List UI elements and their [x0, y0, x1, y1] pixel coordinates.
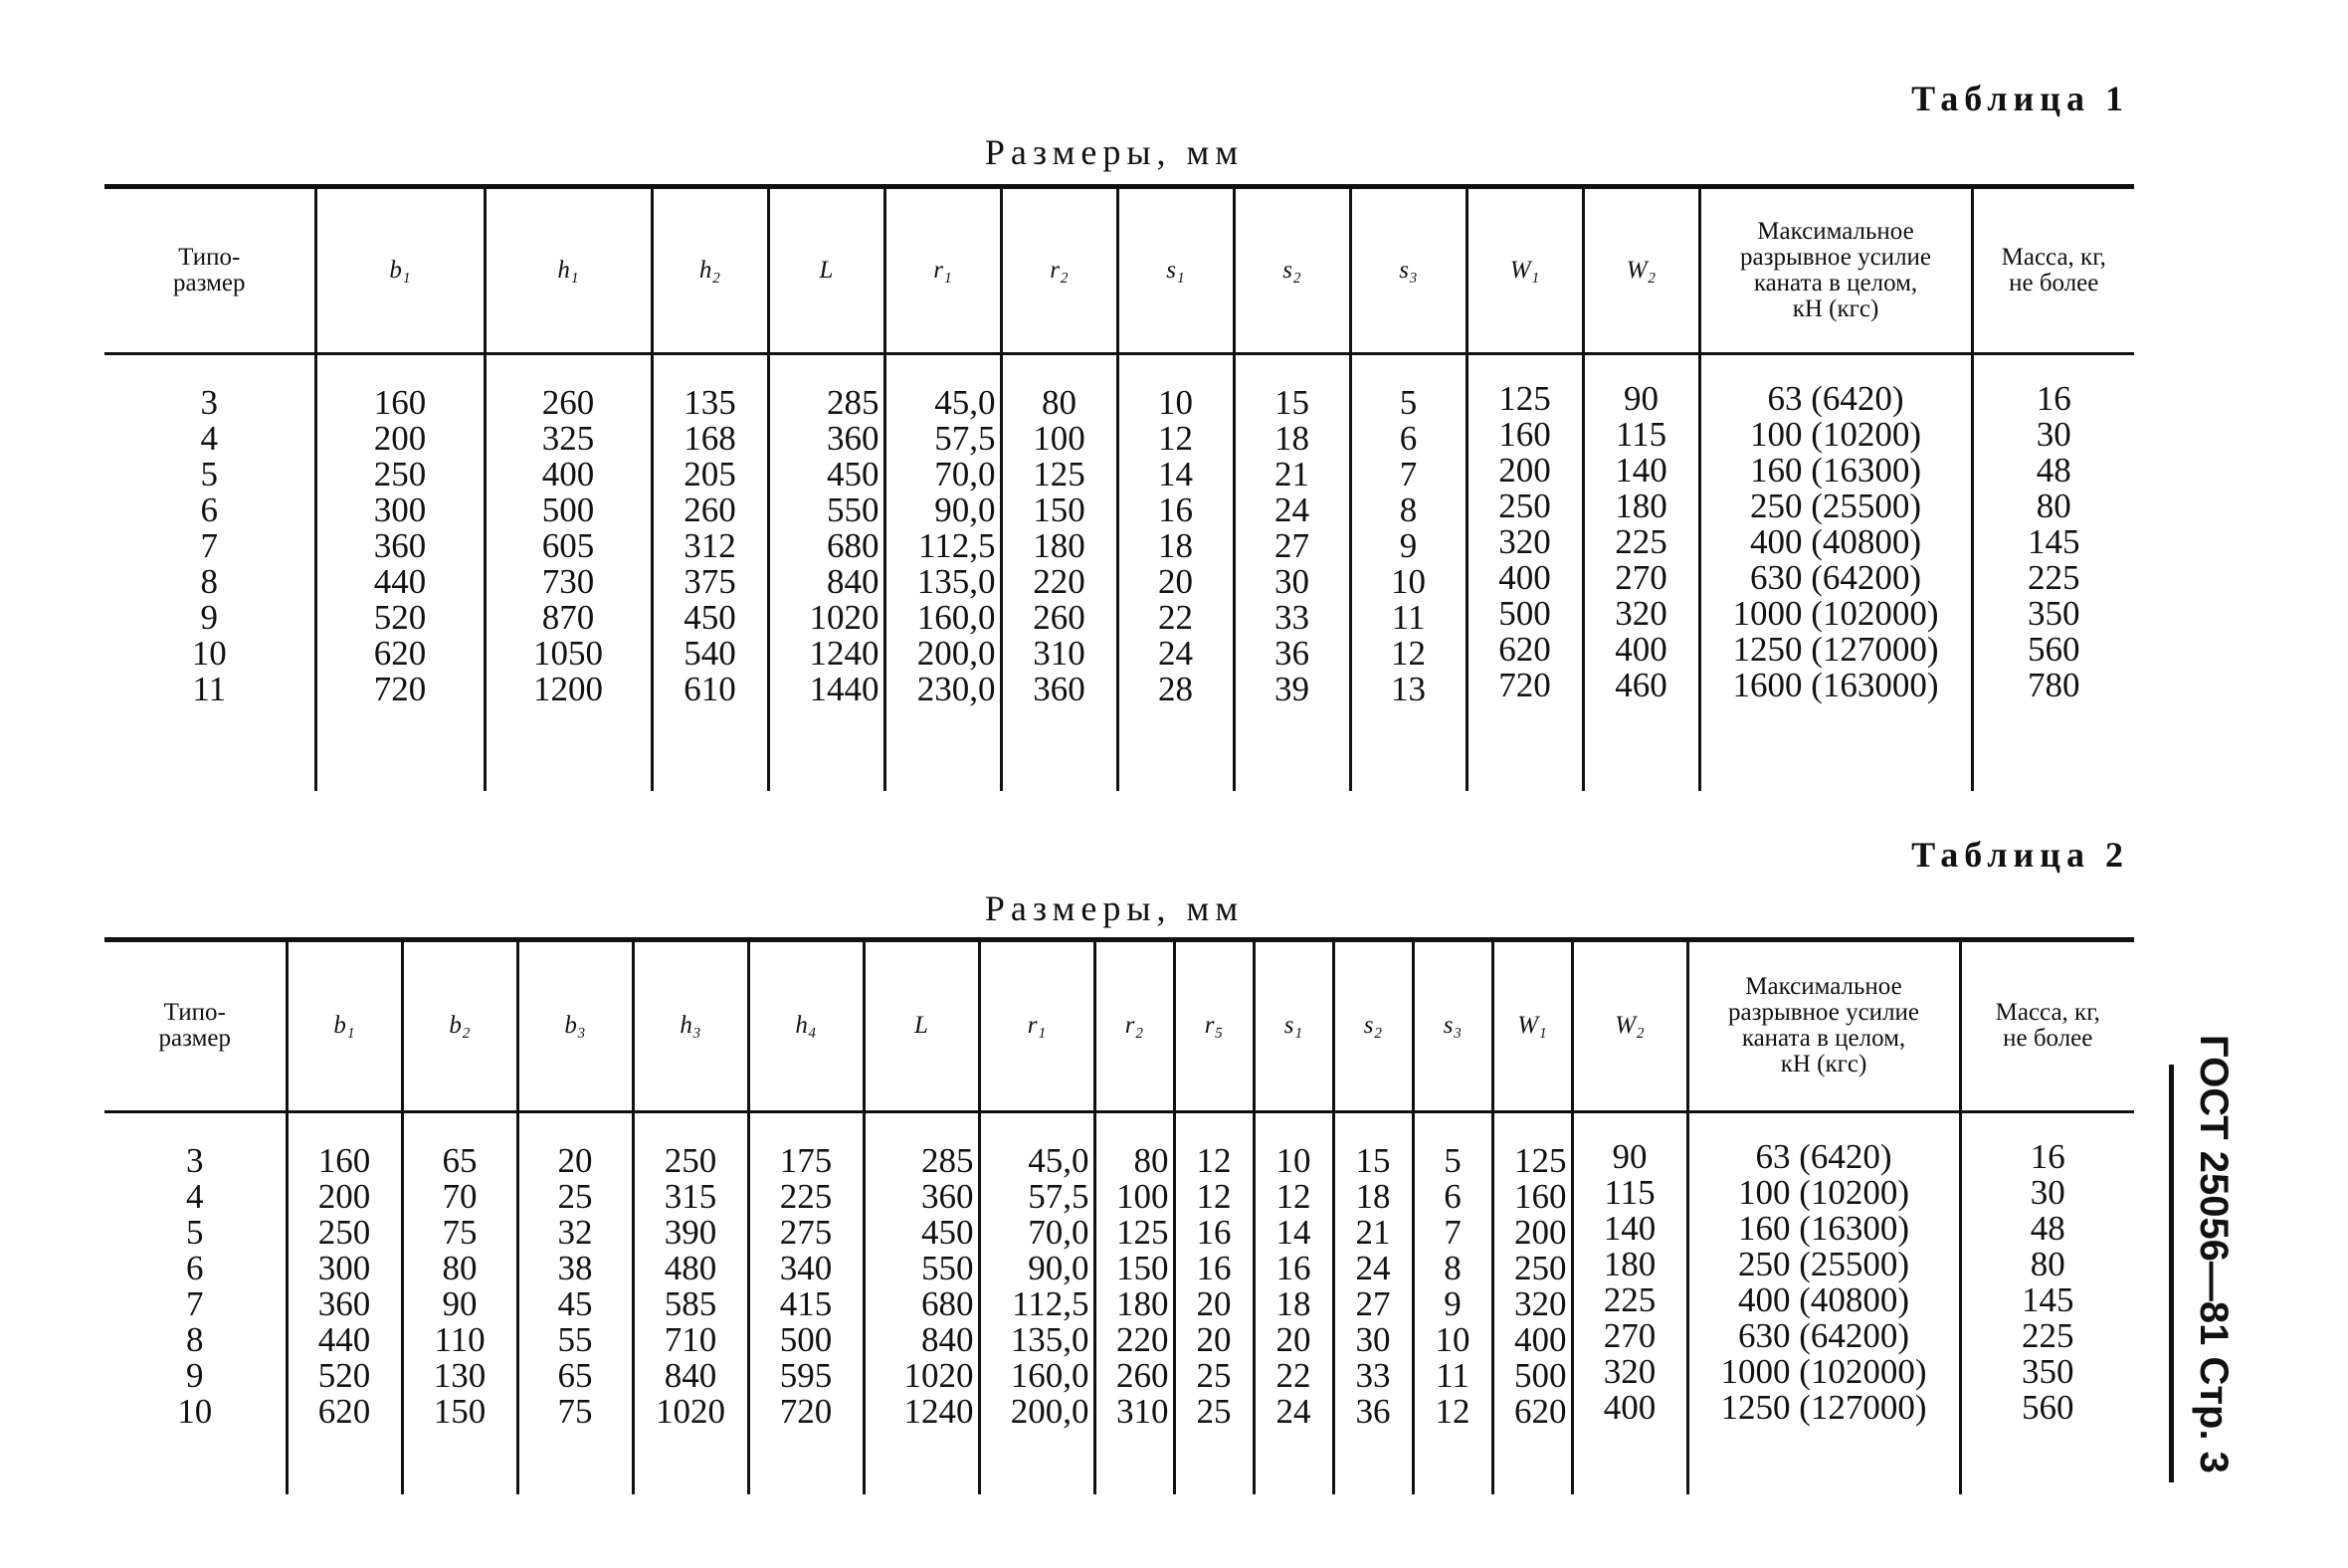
table1-header-r1: r₁	[884, 189, 1001, 353]
table1-header-s1: s₁	[1117, 189, 1234, 353]
table2-header-b1: b₁	[287, 942, 402, 1111]
table2-col-s2: 15 18 21 24 27 30 33 36	[1333, 1111, 1413, 1494]
table2-header-force: Максимальное разрывное усилие каната в целом, кН (кгс)	[1687, 942, 1960, 1111]
table1-header-type: Типо- размер	[104, 189, 315, 353]
table2-col-r1: 45,0 57,5 70,0 90,0 112,5 135,0 160,0 200,0	[979, 1111, 1094, 1494]
table2-col-b2: 65 70 75 80 90 110 130 150	[402, 1111, 517, 1494]
table1-col-type: 3 4 5 6 7 8 9 10 11	[191, 382, 227, 708]
table2-col-r2: 80 100 125 150 180 220 260 310	[1094, 1111, 1174, 1494]
table1-col-b1: 160 200 250 300 360 440 520 620 720	[315, 353, 485, 791]
table1-col-s3: 5 6 7 8 9 10 11 12 13	[1350, 353, 1467, 791]
table2-header-h3: h₃	[633, 942, 748, 1111]
table1-header-b1: b₁	[315, 189, 485, 353]
table2-col-W2: 90 115 140 180 225 270 320 400	[1572, 1111, 1687, 1494]
table2-col-b1: 160 200 250 300 360 440 520 620	[287, 1111, 402, 1494]
table1-header-s2: s₂	[1234, 189, 1350, 353]
table1-header-mass: Масса, кг, не более	[1972, 189, 2134, 353]
table1-header-s3: s₃	[1350, 189, 1467, 353]
table1-col-h1: 260 325 400 500 605 730 870 1050 1200	[485, 353, 652, 791]
table2-header-r2: r₂	[1094, 942, 1174, 1111]
table2-header-b2: b₂	[402, 942, 517, 1111]
table2-col-b3: 20 25 32 38 45 55 65 75	[517, 1111, 633, 1494]
table2-units: Размеры, мм	[984, 888, 1245, 928]
table1-col-L: 285 360 450 550 680 840 1020 1240 1440	[768, 353, 884, 791]
table1-header-h1: h₁	[485, 189, 652, 353]
table2-header-W2: W₂	[1572, 942, 1687, 1111]
table2-header-r5: r₅	[1174, 942, 1254, 1111]
table2-col-mass: 16 30 48 80 145 225 350 560	[1960, 1111, 2134, 1494]
table2-header-h4: h₄	[748, 942, 864, 1111]
table1-col-W2: 90 115 140 180 225 270 320 400 460	[1583, 353, 1699, 791]
table2-col-type: 3 4 5 6 7 8 9 10	[177, 1140, 213, 1431]
table1-label: Таблица 1	[1911, 79, 2129, 118]
table1-header-force: Максимальное разрывное усилие каната в целом, кН (кгс)	[1699, 189, 1972, 353]
table1-units: Размеры, мм	[984, 132, 1245, 172]
table2-header-mass: Масса, кг, не более	[1960, 942, 2134, 1111]
table1-header-W2: W₂	[1583, 189, 1699, 353]
table2-grid	[104, 942, 2134, 1494]
table2-header-s1: s₁	[1254, 942, 1333, 1111]
table1-col-r1: 45,0 57,5 70,0 90,0 112,5 135,0 160,0 200,0 230,0	[884, 353, 1001, 791]
table1-col-h2: 135 168 205 260 312 375 450 540 610	[652, 353, 768, 791]
table2-col-s3: 5 6 7 8 9 10 11 12	[1413, 1111, 1492, 1494]
table2-header-type: Типо- размер	[104, 942, 287, 1111]
table1	[104, 189, 2134, 791]
side-reference-text: ГОСТ 25056—81 Стр. 3	[2192, 1035, 2236, 1473]
table2-col-W1: 125 160 200 250 320 400 500 620	[1492, 1111, 1572, 1494]
table1-col-force: 63 (6420) 100 (10200) 160 (16300) 250 (25500) 400 (40800) 630 (64200) 1000 (102000) 1250 (127000) 1600 (163000)	[1699, 353, 1972, 791]
table2-col-force: 63 (6420) 100 (10200) 160 (16300) 250 (25500) 400 (40800) 630 (64200) 1000 (102000) 1250 (127000)	[1687, 1111, 1960, 1494]
table1-header-L: L	[768, 189, 884, 353]
table1-header-h2: h₂	[652, 189, 768, 353]
table1-col-W1: 125 160 200 250 320 400 500 620 720	[1467, 353, 1583, 791]
table2-header-s3: s₃	[1413, 942, 1492, 1111]
table1-header-W1: W₁	[1467, 189, 1583, 353]
table2-label: Таблица 2	[1911, 835, 2129, 875]
table1-col-r2: 80 100 125 150 180 220 260 310 360	[1001, 353, 1117, 791]
table2-col-h3: 250 315 390 480 585 710 840 1020	[633, 1111, 748, 1494]
table1-col-s2: 15 18 21 24 27 30 33 36 39	[1234, 353, 1350, 791]
table2	[104, 942, 2134, 1494]
table1-col-mass: 16 30 48 80 145 225 350 560 780	[1972, 353, 2134, 791]
table1-header-r2: r₂	[1001, 189, 1117, 353]
table2-col-r5: 12 12 16 16 20 20 25 25	[1174, 1111, 1254, 1494]
table2-col-h4: 175 225 275 340 415 500 595 720	[748, 1111, 864, 1494]
table1-col-s1: 10 12 14 16 18 20 22 24 28	[1117, 353, 1234, 791]
side-reference-rule	[2169, 1065, 2174, 1482]
table2-col-L: 285 360 450 550 680 840 1020 1240	[864, 1111, 979, 1494]
table2-header-W1: W₁	[1492, 942, 1572, 1111]
table2-header-b3: b₃	[517, 942, 633, 1111]
table2-header-s2: s₂	[1333, 942, 1413, 1111]
table2-header-L: L	[864, 942, 979, 1111]
side-reference	[2184, 1035, 2244, 1472]
table2-col-s1: 10 12 14 16 18 20 22 24	[1254, 1111, 1333, 1494]
table1-grid	[104, 189, 2134, 791]
table2-header-r1: r₁	[979, 942, 1094, 1111]
